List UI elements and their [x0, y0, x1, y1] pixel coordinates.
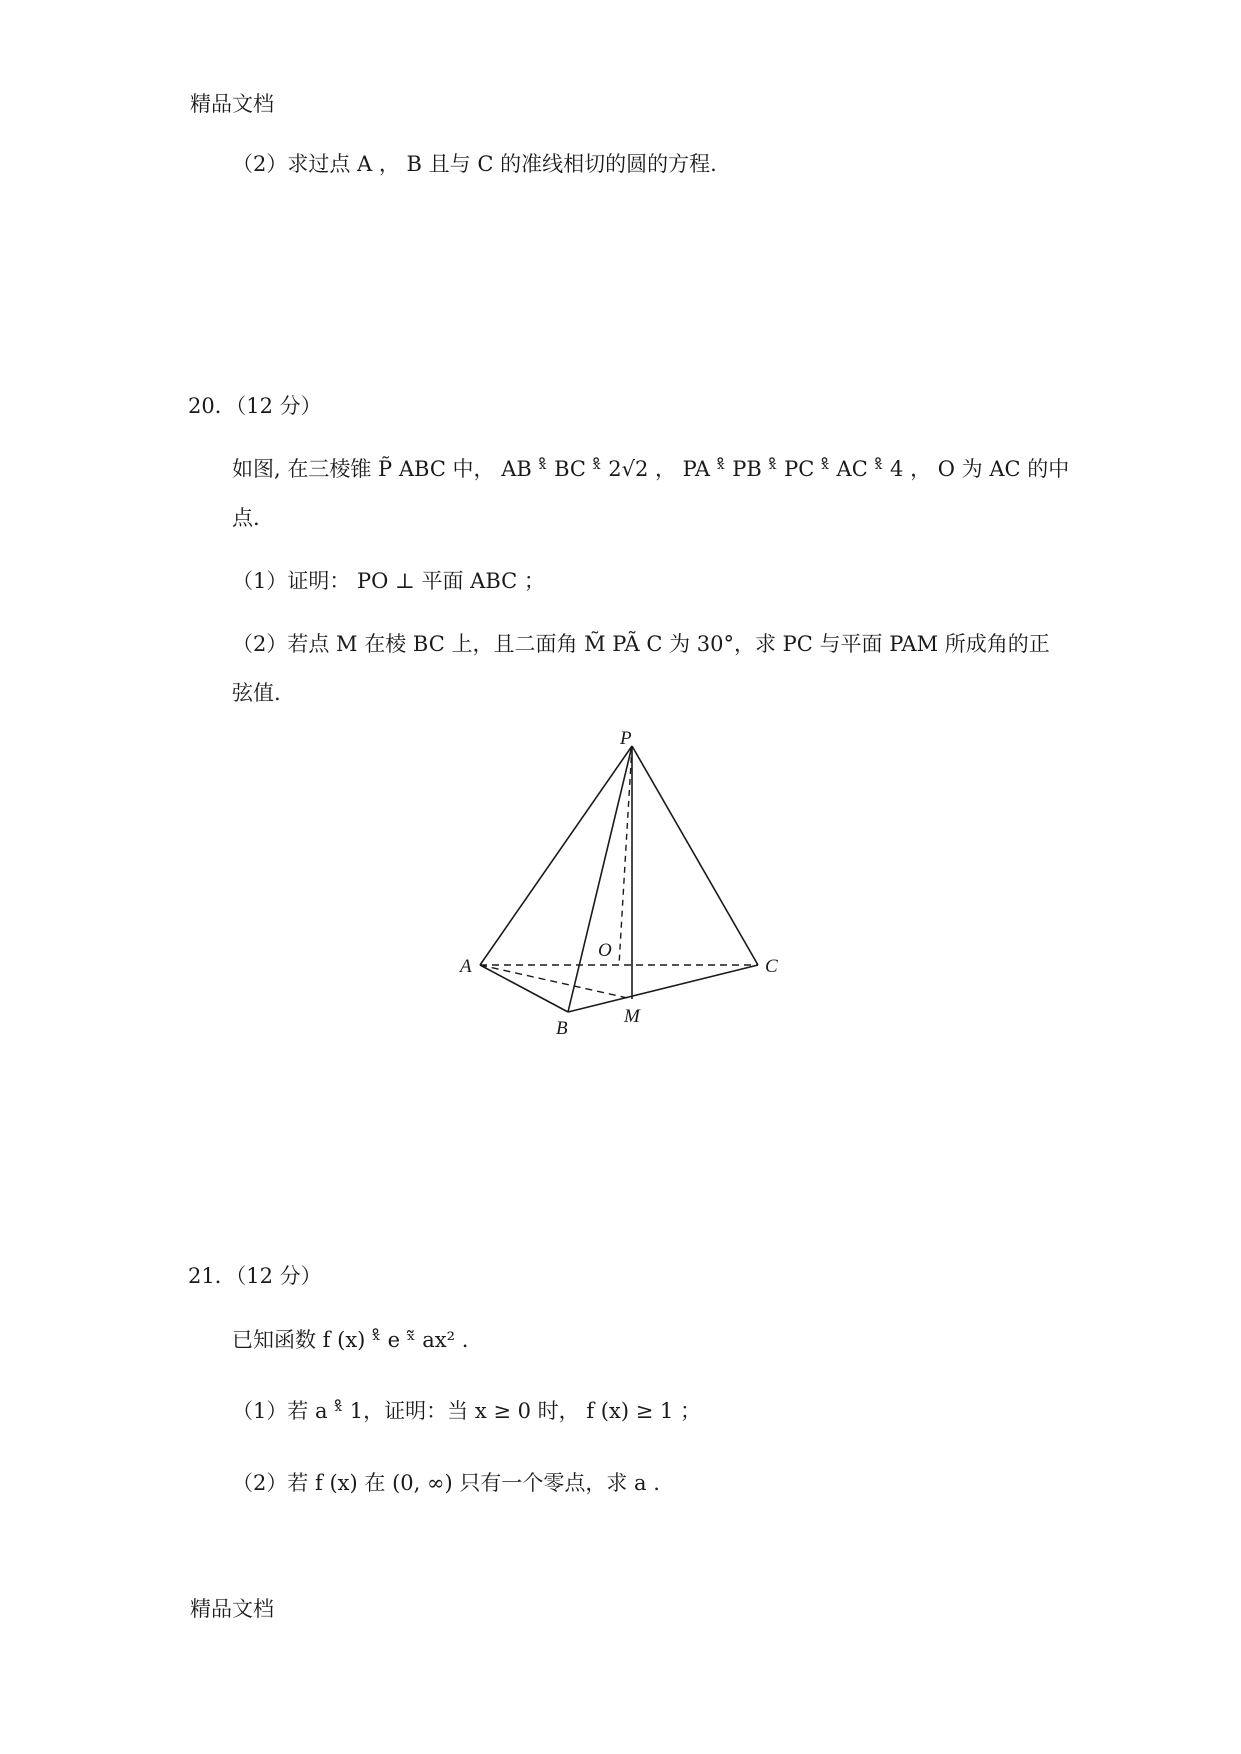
q20-stem-line1: 如图, 在三棱锥 P̃ ABC 中， AB ˣ̊ BC ˣ̊ 2√2 ， PA ˣ̊ PB ˣ̊ PC ˣ̊ AC ˣ̊ 4 ， O 为 AC 的中: [232, 457, 1070, 481]
q20-part2-line1: （2）若点 M 在棱 BC 上，且二面角 M̃ PÃ C 为 30°，求 PC 与平面 PAM 所成角的正: [232, 632, 1050, 656]
tetrahedron-diagram: [456, 730, 786, 1040]
q21-part1: （1）若 a ˣ̊ 1，证明：当 x ≥ 0 时， f (x) ≥ 1 ；: [232, 1399, 702, 1423]
label-P: P: [620, 730, 632, 749]
edge-BC: [568, 965, 758, 1012]
q21-heading: 21．（12 分）: [188, 1264, 322, 1288]
label-M: M: [624, 1006, 640, 1027]
label-A: A: [460, 956, 472, 977]
edge-PB: [568, 746, 632, 1012]
edge-PC: [632, 746, 758, 965]
q20-part2-line2: 弦值.: [232, 681, 281, 705]
q20-part1: （1）证明： PO ⊥ 平面 ABC ；: [232, 569, 545, 593]
label-O: O: [598, 940, 612, 961]
page-header-label: 精品文档: [190, 92, 274, 116]
edge-AM-hidden: [480, 965, 632, 999]
edge-AB: [480, 965, 568, 1012]
q19-part2: （2）求过点 A ， B 且与 C 的准线相切的圆的方程.: [232, 152, 717, 176]
q20-heading: 20．（12 分）: [188, 394, 322, 418]
tetrahedron-figure: [456, 730, 786, 1040]
label-C: C: [765, 956, 778, 977]
edge-PO-hidden: [619, 746, 632, 965]
edge-PA: [480, 746, 632, 965]
q21-part2: （2）若 f (x) 在 (0, ∞) 只有一个零点，求 a .: [232, 1471, 660, 1495]
q20-stem-line2: 点.: [232, 506, 260, 530]
page-footer-label: 精品文档: [190, 1597, 274, 1621]
label-B: B: [556, 1018, 568, 1039]
q21-stem: 已知函数 f (x) ˣ̊ e ˣ̃ ax² .: [232, 1328, 469, 1352]
